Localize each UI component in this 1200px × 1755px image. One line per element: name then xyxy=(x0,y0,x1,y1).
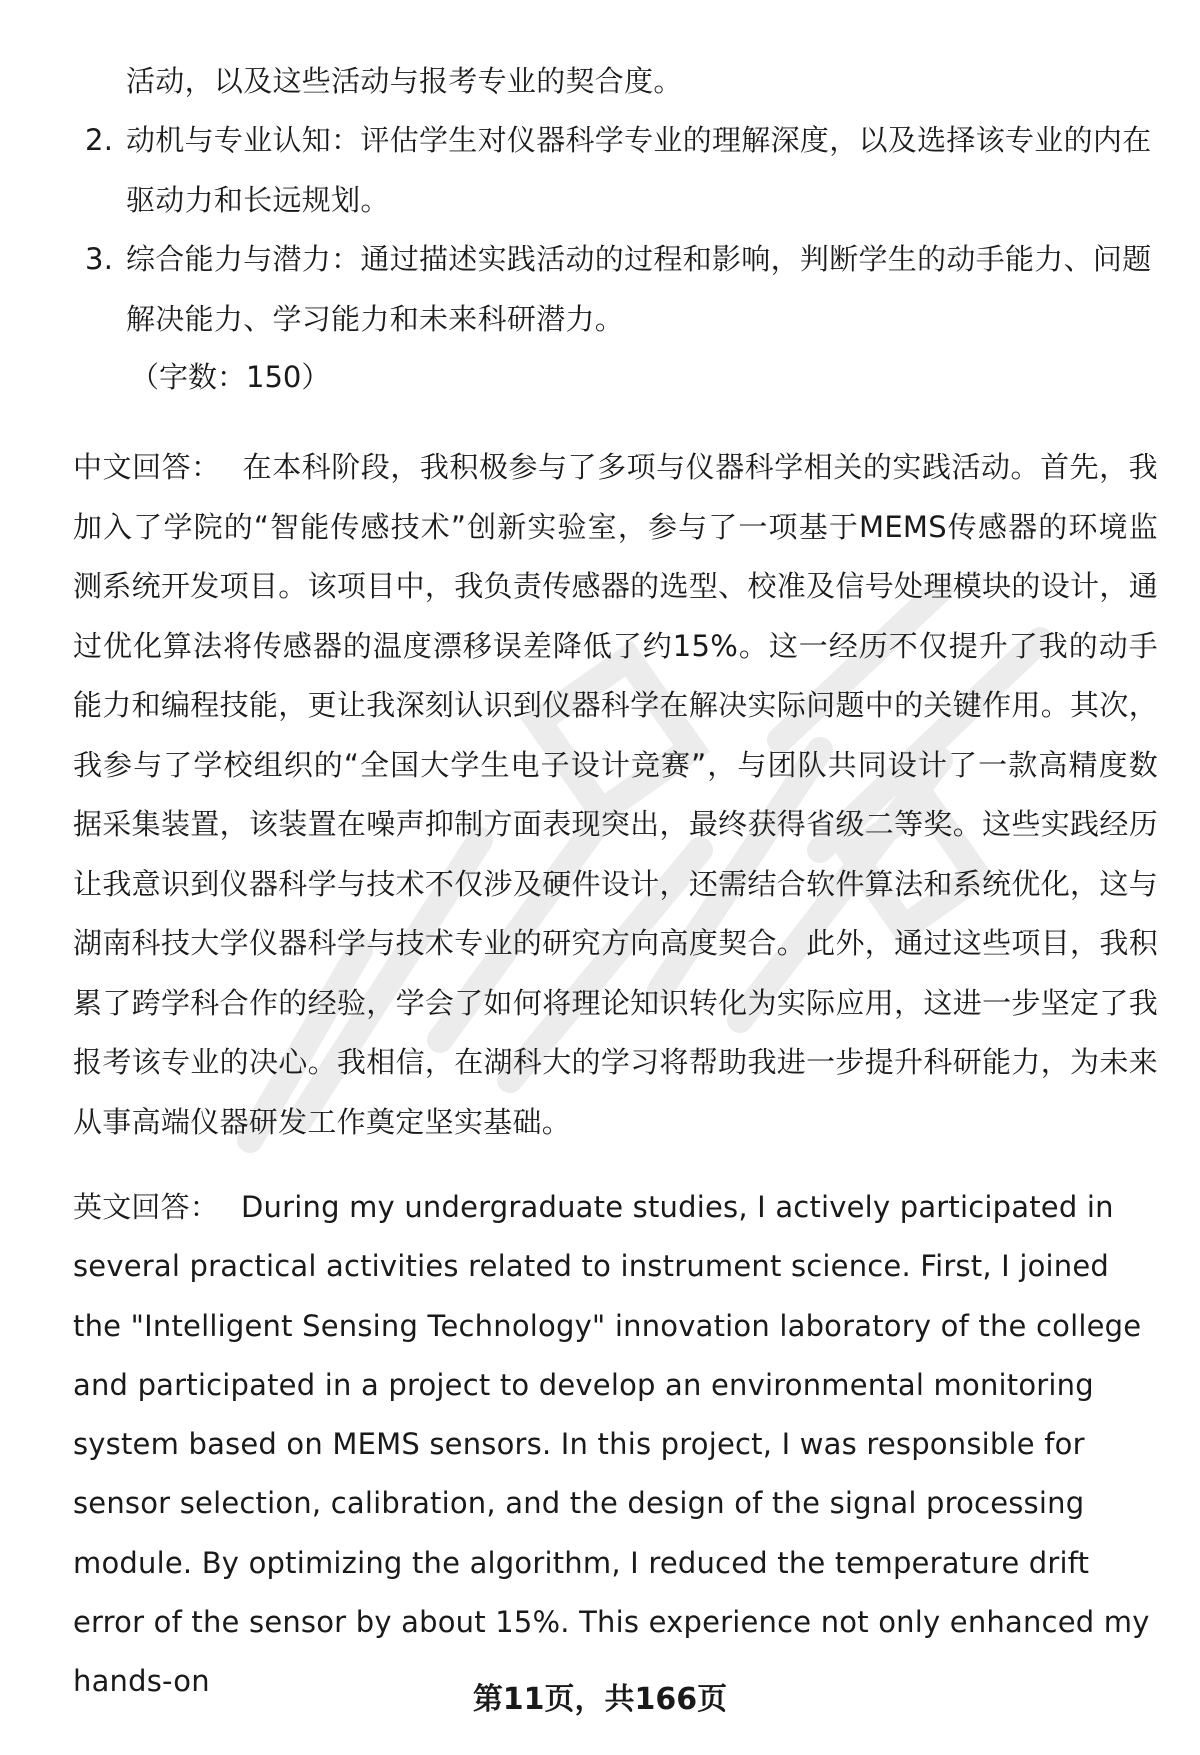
page-footer: 第11页，共166页 xyxy=(472,1682,728,1717)
english-answer-paragraph xyxy=(73,1178,1158,1712)
intro-continuation: 活动，以及这些活动与报考专业的契合度。 xyxy=(126,64,683,98)
word-count: （字数：150） xyxy=(130,360,331,394)
chinese-answer-body: 在本科阶段，我积极参与了多项与仪器科学相关的实践活动。首先，我加入了学院的“智能传感技术”创新实验室，参与了一项基于MEMS传感器的环境监测系统开发项目。该项目中，我负责传感器的选型、校准及信号处理模块的设计，通过优化算法将传感器的温度漂移误差降低了约15%。这一经历不仅提升了我的动手能力和编程技能，更让我深刻认识到仪器科学在解决实际问题中的关键作用。其次，我参与了学校组织的“全国大学生电子设计竞赛”，与团队共同设计了一款高精度数据采集装置，该装置在噪声抑制方面表现突出，最终获得省级二等奖。这些实践经历让我意识到仪器科学与技术不仅涉及硬件设计，还需结合软件算法和系统优化，这与湖南科技大学仪器科学与技术专业的研究方向高度契合。此外，通过这些项目，我积累了跨学科合作的经验，学会了如何将理论知识转化为实际应用，这进一步坚定了我报考该专业的决心。我相信，在湖科大的学习将帮助我进一步提升科研能力，为未来从事高端仪器研发工作奠定坚实基础。 xyxy=(73,450,1158,1139)
list-item-number: 3. xyxy=(85,242,114,276)
list-item-text: 综合能力与潜力：通过描述实践活动的过程和影响，判断学生的动手能力、问题解决能力、学习能力和未来科研潜力。 xyxy=(126,242,1152,336)
chinese-answer-label: 中文回答： xyxy=(73,450,221,484)
list-item-number: 2. xyxy=(85,123,114,157)
list-item xyxy=(73,230,1158,349)
list-item xyxy=(73,111,1158,230)
criteria-list xyxy=(73,111,1158,349)
list-item-text: 动机与专业认知：评估学生对仪器科学专业的理解深度，以及选择该专业的内在驱动力和长远规划。 xyxy=(126,123,1152,217)
english-answer-label: 英文回答： xyxy=(73,1190,220,1224)
english-answer-body: During my undergraduate studies, I actively participated in several practical activities related to instrument science. First, I joined the "Intelligent Sensing Technology" innovation laboratory of the college and participated in a project to develop an environmental monitoring system based on MEMS sensors. In this project, I was responsible for sensor selection, calibration, and the design of the signal processing module. By optimizing the algorithm, I reduced the temperature drift error of the sensor by about 15%. This experience not only enhanced my hands-on xyxy=(73,1190,1150,1699)
chinese-answer-paragraph xyxy=(73,438,1158,1152)
